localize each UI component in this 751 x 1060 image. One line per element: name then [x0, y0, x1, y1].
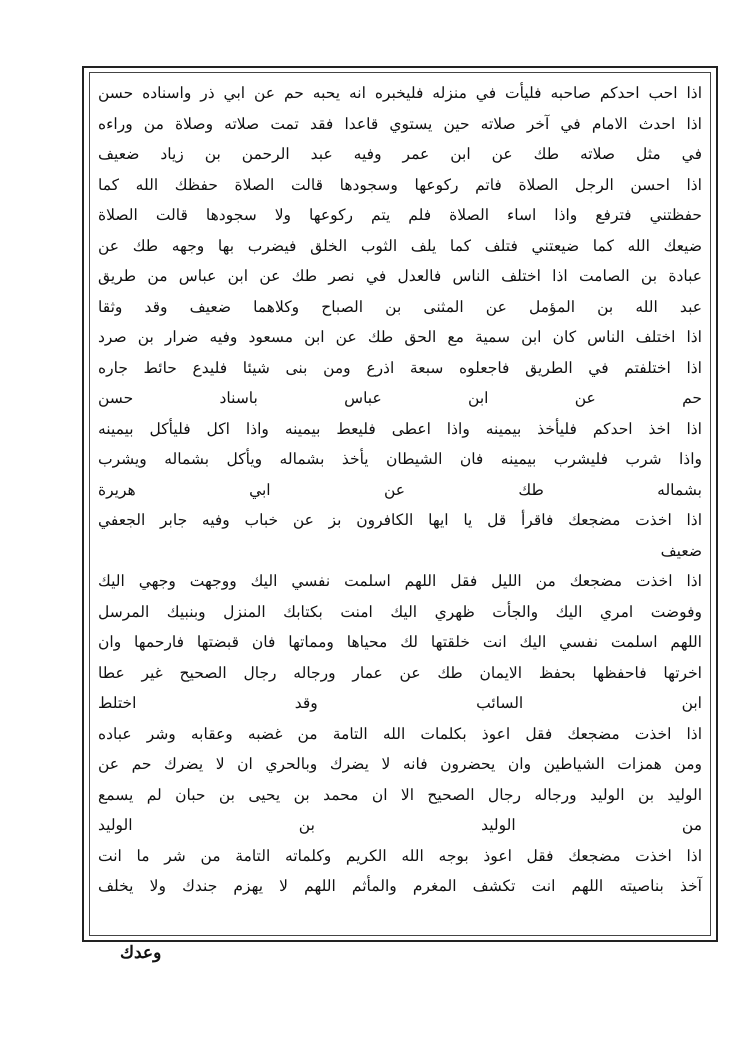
manuscript-text [92, 78, 708, 936]
text-line: اللهم اسلمت نفسي اليك انت خلقتها لك محياها ومماتها فان قبضتها فارحمها وان [98, 633, 702, 651]
text-line: ابن السائب وقد اختلط [98, 694, 702, 712]
text-line: ومن همزات الشياطين وان يحضرون فانه لا يضرك وبالحري ان لا يضرك حم عن [98, 755, 702, 773]
text-line: ضيعك الله كما ضيعتني فتلف كما يلف الثوب الخلق فيضرب بها وجهه طك عن [98, 236, 702, 255]
text-line: من الوليد بن الوليد [98, 816, 702, 834]
text-line: الوليد بن الوليد ورجاله رجال الصحيح الا ان محمد بن يحيى بن حبان لم يسمع [98, 785, 702, 804]
text-line: اذا اختلف الناس كان ابن سمية مع الحق طك عن ابن مسعود وفيه ضرار بن صرد [98, 328, 702, 346]
text-line: اذا اخذ احدكم فليأخذ بيمينه واذا اعطى فليعط بيمينه واذا اكل فليأكل بيمينه [98, 419, 702, 438]
text-line: حم عن ابن عباس باسناد حسن [98, 389, 702, 407]
text-line: واذا شرب فليشرب بيمينه فان الشيطان يأخذ بشماله ويأكل بشماله ويشرب [98, 450, 702, 468]
text-line: اذا اختلفتم في الطريق فاجعلوه سبعة اذرع ومن بنى شيئا فليدع حائط جاره [98, 358, 702, 377]
catchword: وعدك [120, 943, 162, 963]
text-line: حفظتني فترفع واذا اساء الصلاة فلم يتم ركوعها ولا سجودها قالت الصلاة [98, 206, 702, 224]
text-line: اذا احسن الرجل الصلاة فاتم ركوعها وسجودها قالت الصلاة حفظك الله كما [98, 175, 702, 194]
text-line: عبد الله بن المؤمل عن المثنى بن الصباح وكلاهما ضعيف وقد وثقا [98, 297, 702, 316]
text-line: عبادة بن الصامت اذا اختلف الناس فالعدل في نصر طك عن ابن عباس من طريق [98, 267, 702, 285]
text-line: اذا اخذت مضجعك فقل اعوذ بوجه الله الكريم وكلماته التامة من شر ما انت [98, 846, 702, 865]
text-line: اذا احدث الامام في آخر صلاته حين يستوي قاعدا فقد تمت صلاته وصلاة من وراءه [98, 114, 702, 133]
text-line: ضعيف [660, 541, 702, 560]
text-line: في مثل صلاته طك عن ابن عمر وفيه عبد الرحمن بن زياد ضعيف [98, 145, 702, 163]
text-line: اذا احب احدكم صاحبه فليأت في منزله فليخبره انه يحبه حم عن ابي ذر واسناده حسن [98, 84, 702, 102]
text-line: اذا اخذت مضجعك فاقرأ قل يا ايها الكافرون بز عن خباب وفيه جابر الجعفي [98, 511, 702, 529]
text-line: وفوضت امري اليك والجأت ظهري اليك امنت بكتابك المنزل وبنبيك المرسل [98, 602, 702, 621]
text-line: اذا اخذت مضجعك فقل اعوذ بكلمات الله التامة من غضبه وعقابه وشر عباده [98, 724, 702, 743]
text-line: آخذ بناصيته اللهم انت تكشف المغرم والمأثم اللهم لا يهزم جندك ولا يخلف [98, 877, 702, 895]
text-line: اذا اخذت مضجعك من الليل فقل اللهم اسلمت نفسي اليك ووجهت وجهي اليك [98, 572, 702, 590]
text-line: اخرتها فاحفظها بحفظ الايمان طك عن عمار ورجاله رجال الصحيح غير عطا [98, 663, 702, 682]
text-line: بشماله طك عن ابي هريرة [98, 480, 702, 499]
